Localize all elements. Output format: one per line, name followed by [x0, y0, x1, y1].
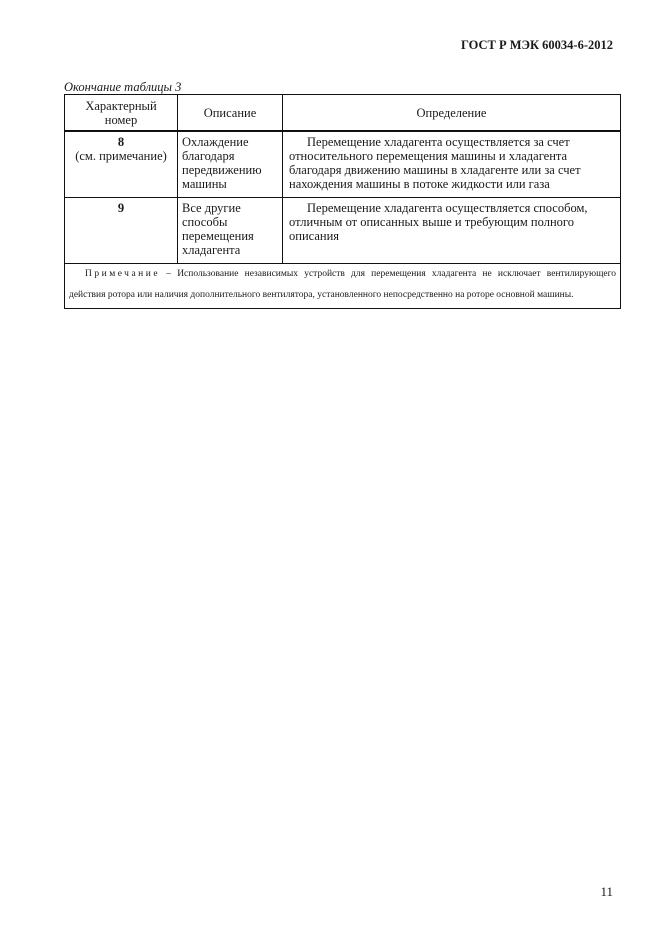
table-row	[65, 131, 621, 198]
page-number: 11	[600, 884, 613, 899]
table-note-row	[65, 264, 621, 309]
row-code: 9	[117, 201, 125, 215]
table-row	[65, 198, 621, 264]
table-header-row	[65, 95, 621, 131]
description-cell: Охлаждение благодаря передвижению машины	[178, 131, 283, 198]
table-note	[65, 264, 621, 309]
column-header-definition: Определение	[283, 95, 621, 131]
definition-cell: Перемещение хладагента осуществляется за счет относительного перемещения машины и хладагента благодаря движению машины в хладагенте или за счет нахождения машины в потоке жидкости или газа	[283, 131, 621, 198]
row-code: 8	[117, 134, 125, 149]
column-header-description: Описание	[178, 95, 283, 131]
note-label: Примечание	[85, 269, 161, 279]
description-cell: Все другие способы перемещения хладагента	[178, 198, 283, 264]
column-header-code: Характерный номер	[65, 95, 178, 131]
note-text: – Использование независимых устройств для перемещения хладагента не исключает вентилирующего действия ротора или наличия дополнительного вентилятора, установленного непосредственно на роторе основной машины.	[69, 269, 617, 300]
table-caption: Окончание таблицы 3	[64, 80, 182, 94]
code-cell	[65, 131, 178, 198]
cooling-methods-table	[64, 94, 621, 309]
row-code-note: (см. примечание)	[75, 148, 167, 163]
document-code: ГОСТ Р МЭК 60034-6-2012	[460, 38, 613, 52]
definition-cell: Перемещение хладагента осуществляется способом, отличным от описанных выше и требующим полного описания	[283, 198, 621, 264]
code-cell	[65, 198, 178, 264]
